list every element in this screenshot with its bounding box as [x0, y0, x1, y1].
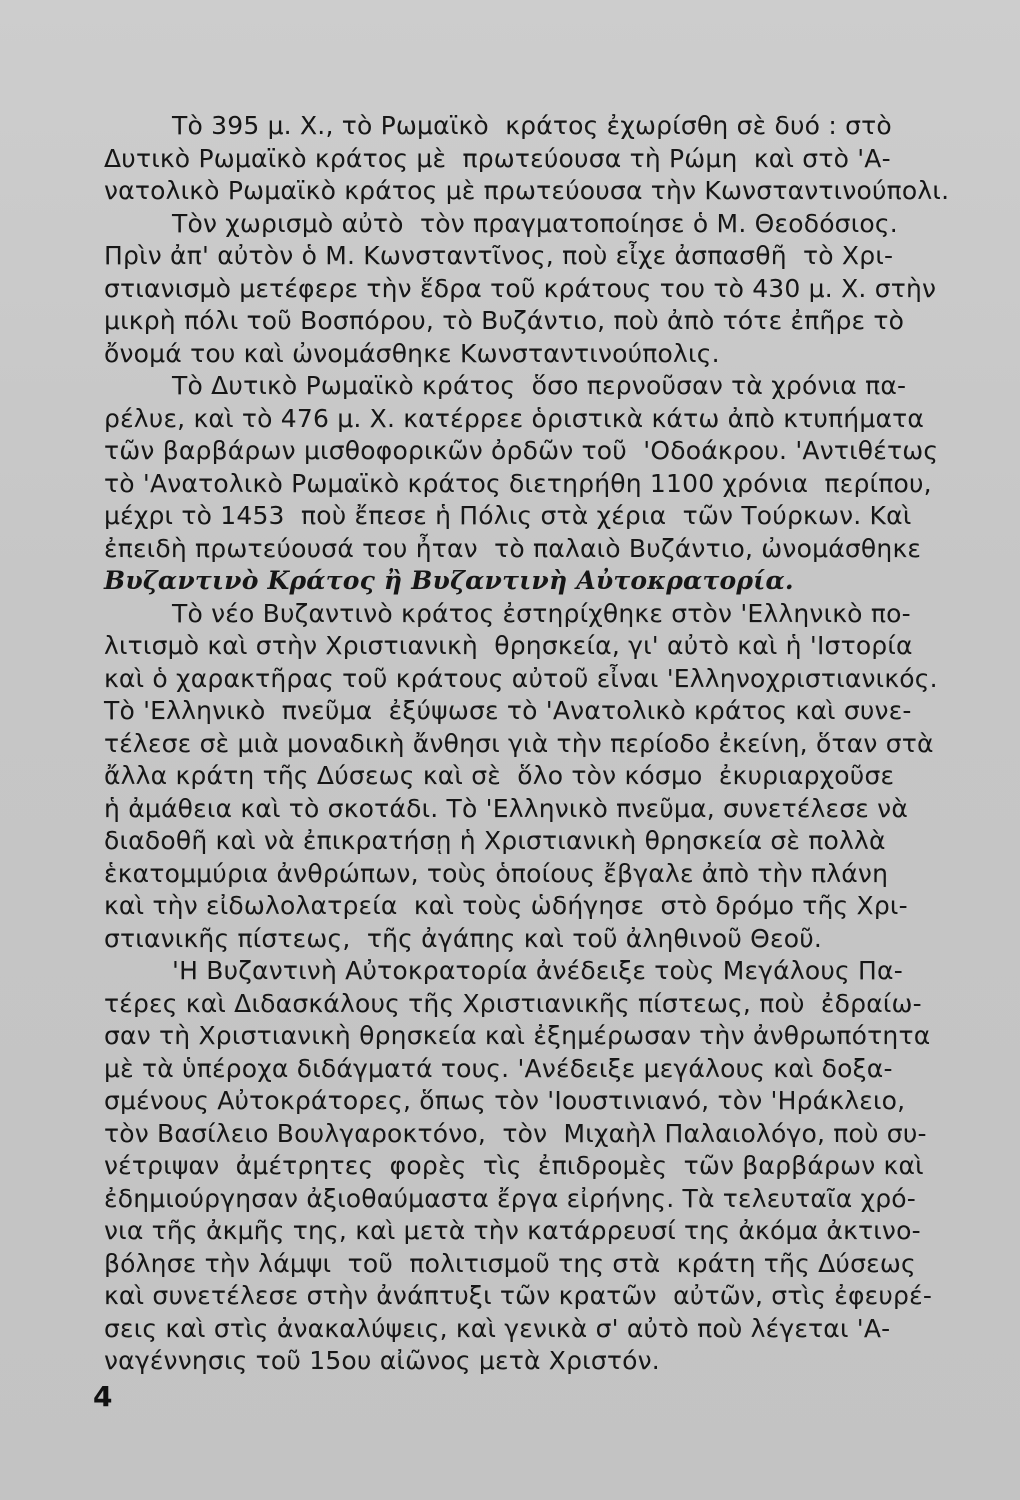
- text-line: τέρες καὶ Διδασκάλους τῆς Χριστιανικῆς πίστεως, ποὺ ἐδραίω-: [104, 988, 922, 1018]
- text-line: Δυτικὸ Ρωμαϊκὸ κράτος μὲ πρωτεύουσα τὴ Ρώμη καὶ στὸ 'Α-: [104, 143, 891, 173]
- text-line: ἐδημιούργησαν ἀξιοθαύμαστα ἔργα εἰρήνης. Τὰ τελευταῖα χρό-: [104, 1183, 916, 1213]
- text-line: νια τῆς ἀκμῆς της, καὶ μετὰ τὴν κατάρρευσί της ἀκόμα ἀκτινο-: [104, 1216, 921, 1245]
- text-line: σαν τὴ Χριστιανικὴ θρησκεία καὶ ἐξημέρωσαν τὴν ἀνθρωπότητα: [104, 1021, 931, 1050]
- text-line: σεις καὶ στὶς ἀνακαλύψεις, καὶ γενικὰ σ' αὐτὸ ποὺ λέγεται 'Α-: [104, 1313, 891, 1343]
- text-line: καὶ ὁ χαρακτῆρας τοῦ κράτους αὐτοῦ εἶναι 'Ελληνοχριστιανικός.: [104, 663, 938, 693]
- text-line: μὲ τὰ ὑπέροχα διδάγματά τους. 'Ανέδειξε μεγάλους καὶ δοξα-: [104, 1053, 893, 1083]
- text-line: 'Η Βυζαντινὴ Αὐτοκρατορία ἀνέδειξε τοὺς Μεγάλους Πα-: [172, 956, 903, 985]
- text-line: ἡ ἀμάθεια καὶ τὸ σκοτάδι. Τὸ 'Ελληνικὸ πνεῦμα, συνετέλεσε νὰ: [104, 793, 909, 823]
- text-line: Βυζαντινὸ Κράτος ἢ Βυζαντινὴ Αὐτοκρατορία.: [104, 566, 794, 595]
- text-line: σμένους Αὐτοκράτορες, ὅπως τὸν 'Ιουστινιανό, τὸν 'Ηράκλειο,: [104, 1086, 906, 1115]
- text-line: ρέλυε, καὶ τὸ 476 μ. Χ. κατέρρεε ὁριστικὰ κάτω ἀπὸ κτυπήματα: [104, 403, 925, 433]
- text-line: διαδοθῆ καὶ νὰ ἐπικρατήσῃ ἡ Χριστιανικὴ θρησκεία σὲ πολλὰ: [104, 826, 886, 855]
- text-line: τὸν Βασίλειο Βουλγαροκτόνο, τὸν Μιχαὴλ Παλαιολόγο, ποὺ συ-: [104, 1118, 927, 1148]
- page-number: 4: [93, 1380, 113, 1413]
- text-line: τῶν βαρβάρων μισθοφορικῶν ὀρδῶν τοῦ 'Οδοάκρου. 'Αντιθέτως: [104, 436, 939, 465]
- text-line: μικρὴ πόλι τοῦ Βοσπόρου, τὸ Βυζάντιο, ποὺ ἀπὸ τότε ἐπῆρε τὸ: [104, 306, 905, 335]
- text-line: Πρὶν ἀπ' αὐτὸν ὁ Μ. Κωνσταντῖνος, ποὺ εἶχε ἀσπασθῆ τὸ Χρι-: [104, 241, 894, 270]
- text-line: καὶ συνετέλεσε στὴν ἀνάπτυξι τῶν κρατῶν αὐτῶν, στὶς ἐφευρέ-: [104, 1281, 933, 1310]
- text-line: ἄλλα κράτη τῆς Δύσεως καὶ σὲ ὅλο τὸν κόσμο ἐκυριαρχοῦσε: [104, 761, 895, 790]
- text-line: Τὸ νέο Βυζαντινὸ κράτος ἐστηρίχθηκε στὸν 'Ελληνικὸ πο-: [172, 598, 911, 628]
- text-line: βόλησε τὴν λάμψι τοῦ πολιτισμοῦ της στὰ κράτη τῆς Δύσεως: [104, 1248, 916, 1278]
- text-line: Τὸν χωρισμὸ αὐτὸ τὸν πραγματοποίησε ὁ Μ. Θεοδόσιος.: [172, 208, 898, 238]
- text-line: νατολικὸ Ρωμαϊκὸ κράτος μὲ πρωτεύουσα τὴν Κωνσταντινούπολι.: [104, 176, 950, 205]
- text-line: ἑκατομμύρια ἀνθρώπων, τοὺς ὁποίους ἔβγαλε ἀπὸ τὴν πλάνη: [104, 858, 889, 888]
- text-line: τὸ 'Ανατολικὸ Ρωμαϊκὸ κράτος διετηρήθη 1100 χρόνια περίπου,: [104, 468, 932, 498]
- text-line: νέτριψαν ἀμέτρητες φορὲς τὶς ἐπιδρομὲς τῶν βαρβάρων καὶ: [104, 1151, 924, 1180]
- text-line: μέχρι τὸ 1453 ποὺ ἔπεσε ἡ Πόλις στὰ χέρια τῶν Τούρκων. Καὶ: [104, 501, 912, 530]
- text-line: ἐπειδὴ πρωτεύουσά του ἦταν τὸ παλαιὸ Βυζάντιο, ὠνομάσθηκε: [104, 533, 922, 563]
- text-line: καὶ τὴν εἰδωλολατρεία καὶ τοὺς ὡδήγησε στὸ δρόμο τῆς Χρι-: [104, 891, 908, 920]
- text-line: ναγέννησις τοῦ 15ου αἰῶνος μετὰ Χριστόν.: [104, 1346, 660, 1375]
- text-line: Τὸ 'Ελληνικὸ πνεῦμα ἐξύψωσε τὸ 'Ανατολικὸ κράτος καὶ συνε-: [104, 696, 912, 725]
- text-line: τέλεσε σὲ μιὰ μοναδικὴ ἄνθησι γιὰ τὴν περίοδο ἐκείνη, ὅταν στὰ: [104, 728, 934, 758]
- text-line: Τὸ Δυτικὸ Ρωμαϊκὸ κράτος ὅσο περνοῦσαν τὰ χρόνια πα-: [172, 371, 907, 400]
- text-line: ὄνομά του καὶ ὠνομάσθηκε Κωνσταντινούπολις.: [104, 338, 720, 368]
- body-text: [104, 110, 990, 1378]
- text-line: στιανικῆς πίστεως, τῆς ἀγάπης καὶ τοῦ ἀληθινοῦ Θεοῦ.: [104, 923, 823, 953]
- text-line: στιανισμὸ μετέφερε τὴν ἕδρα τοῦ κράτους του τὸ 430 μ. Χ. στὴν: [104, 273, 937, 303]
- text-line: Τὸ 395 μ. Χ., τὸ Ρωμαϊκὸ κράτος ἐχωρίσθη σὲ δυό : στὸ: [172, 111, 892, 140]
- text-line: λιτισμὸ καὶ στὴν Χριστιανικὴ θρησκεία, γι' αὐτὸ καὶ ἡ 'Ιστορία: [104, 631, 913, 660]
